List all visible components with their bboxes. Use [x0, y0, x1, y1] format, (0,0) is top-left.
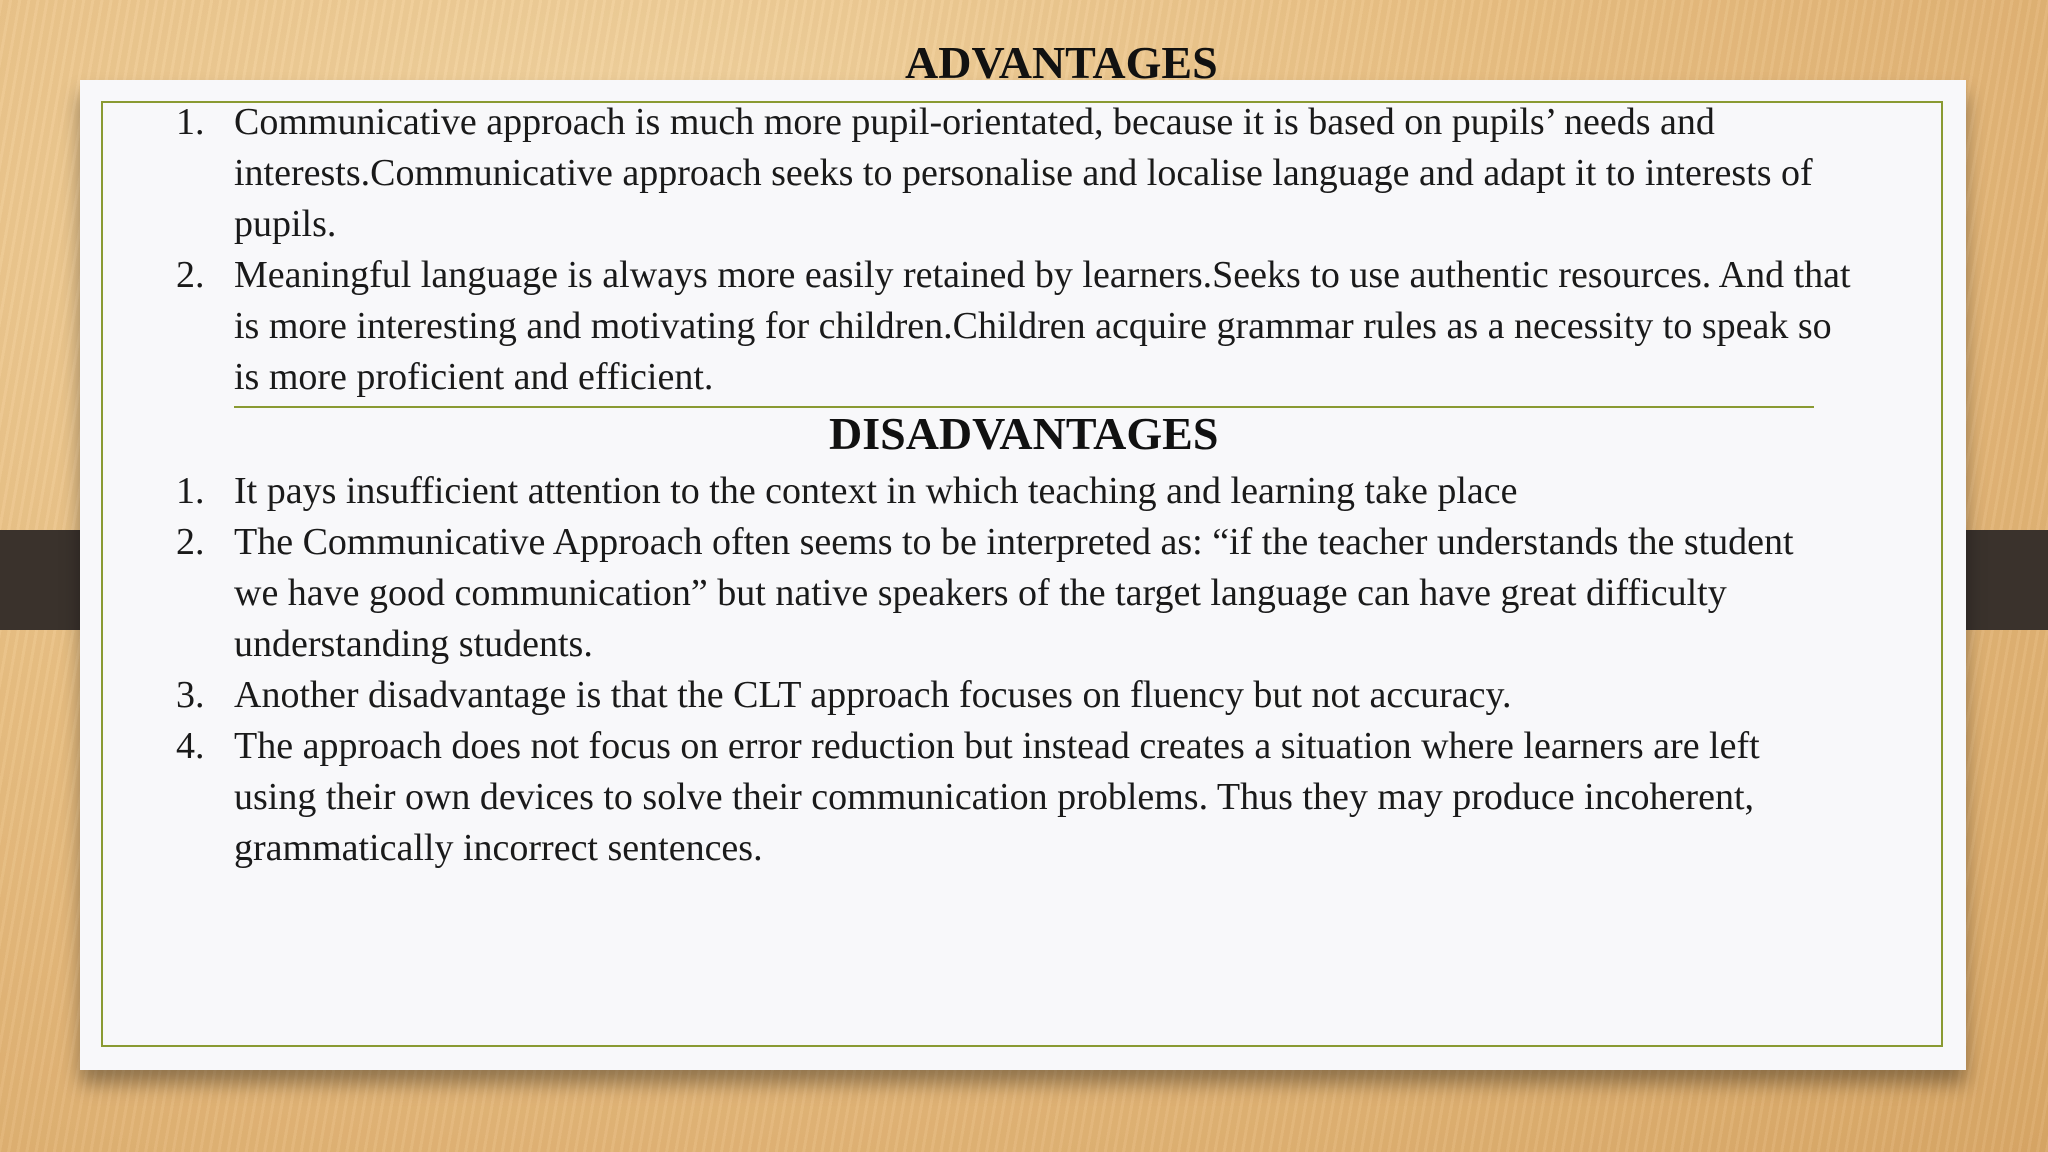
list-item	[0, 250, 1851, 403]
item-number: 3.	[176, 674, 205, 716]
item-text-line: The approach does not focus on error reduction but instead creates a situation where learners are left	[234, 725, 1760, 767]
item-text-line: understanding students.	[234, 623, 593, 665]
disadvantages-heading: DISADVANTAGES	[829, 408, 1219, 459]
item-number: 1.	[176, 101, 205, 143]
item-text-line: using their own devices to solve their communication problems. Thus they may produce incoherent,	[234, 776, 1754, 818]
item-text-line: It pays insufficient attention to the context in which teaching and learning take place	[234, 470, 1518, 512]
list-item	[0, 466, 1794, 517]
item-text-line: is more interesting and motivating for children.Children acquire grammar rules as a necessity to speak so	[234, 305, 1832, 347]
item-number: 4.	[176, 725, 205, 767]
item-text-line: interests.Communicative approach seeks to personalise and localise language and adapt it to interests of	[234, 152, 1813, 194]
advantages-list	[0, 97, 1851, 403]
item-text-line: Meaningful language is always more easily retained by learners.Seeks to use authentic resources. And that	[234, 254, 1851, 296]
item-text-line: is more proficient and efficient.	[234, 356, 714, 398]
item-number: 2.	[176, 521, 205, 563]
disadvantages-list	[0, 466, 1794, 874]
item-text-line: we have good communication” but native speakers of the target language can have great difficulty	[234, 572, 1727, 614]
advantages-heading: ADVANTAGES	[905, 37, 1218, 88]
item-text-line: pupils.	[234, 203, 337, 245]
list-item	[0, 97, 1851, 250]
list-item	[0, 670, 1794, 721]
item-text-line: The Communicative Approach often seems to be interpreted as: “if the teacher understands the student	[234, 521, 1794, 563]
list-item	[0, 721, 1794, 874]
item-text-line: Another disadvantage is that the CLT approach focuses on fluency but not accuracy.	[234, 674, 1512, 716]
item-number: 1.	[176, 470, 205, 512]
item-number: 2.	[176, 254, 205, 296]
list-item	[0, 517, 1794, 670]
item-text-line: Communicative approach is much more pupil-orientated, because it is based on pupils’ needs and	[234, 101, 1715, 143]
item-text-line: grammatically incorrect sentences.	[234, 827, 763, 869]
